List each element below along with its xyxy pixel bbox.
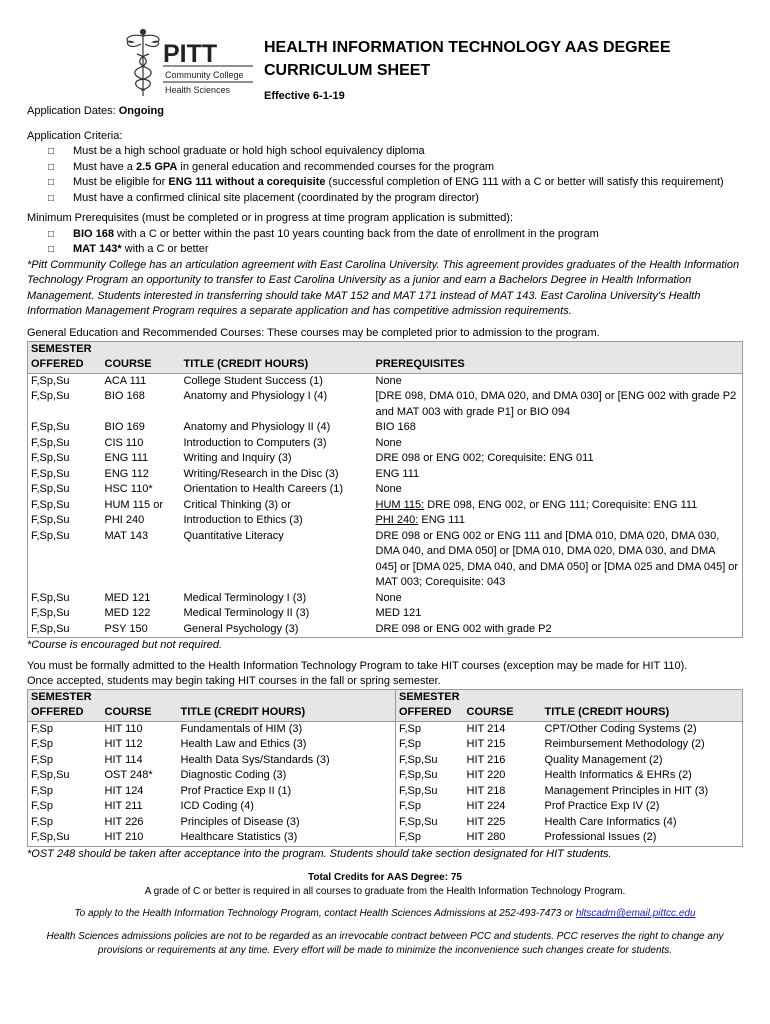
criteria-text: Must have a confirmed clinical site placement (coordinated by the program director)	[73, 191, 479, 204]
prereq-text: with a C or better within the past 10 years counting back from the date of enrollment in the program	[113, 227, 599, 240]
admissions-policy	[27, 930, 743, 958]
table-row: F,Sp,Su BIO 169 Anatomy and Physiology II (4) BIO 168	[31, 421, 416, 433]
table-row: F,Sp,Su HIT 210 Healthcare Statistics (3) F,Sp HIT 280 Professional Issues (2)	[28, 830, 743, 846]
col-header-title: TITLE (CREDIT HOURS)	[181, 341, 373, 373]
table-row: F,Sp,Su ENG 112 Writing/Research in the Disc (3) ENG 111	[31, 467, 420, 480]
list-item	[27, 191, 743, 207]
table-row: F,Sp HIT 124 Prof Practice Exp II (1) F,Sp,Su HIT 218 Management Principles in HIT (3)	[28, 784, 743, 800]
checkbox-icon: □	[48, 161, 55, 173]
table-row: F,Sp,Su MED 122 Medical Terminology II (3) MED 121	[31, 607, 422, 619]
criteria-list	[27, 144, 743, 206]
hit-intro	[27, 659, 743, 689]
criteria-bold: 2.5 GPA	[135, 160, 178, 173]
table-row: F,Sp HIT 114 Health Data Sys/Standards (3) F,Sp,Su HIT 216 Quality Management (2)	[28, 753, 743, 769]
application-dates-value: Ongoing	[118, 105, 164, 117]
logo-line1: Community College	[165, 70, 244, 80]
application-dates-label: Application Dates:	[27, 105, 119, 117]
table-row: F,Sp HIT 211 ICD Coding (4) F,Sp HIT 224 Prof Practice Exp IV (2)	[28, 799, 743, 815]
total-credits: Total Credits for AAS Degree: 75	[308, 872, 462, 883]
table-row: F,Sp,Su PSY 150 General Psychology (3) DRE 098 or ENG 002 with grade P2	[31, 622, 552, 635]
table-row: F,Sp HIT 110 Fundamentals of HIM (3) F,Sp HIT 214 CPT/Other Coding Systems (2)	[28, 721, 743, 737]
table-row: F,Sp,Su ENG 111 Writing and Inquiry (3) DRE 098 or ENG 002; Corequisite: ENG 011	[31, 452, 594, 464]
col-header-course: COURSE	[102, 341, 181, 373]
logo-line2: Health Sciences	[165, 85, 231, 95]
col-header-semester: SEMESTER OFFERED	[28, 689, 102, 721]
col-header-semester: SEMESTER OFFERED	[28, 341, 102, 373]
prereq-bold: MAT 143*	[73, 243, 122, 255]
table-row: F,Sp,Su MED 121 Medical Terminology I (3) None	[31, 591, 402, 604]
table-row: F,Sp HIT 226 Principles of Disease (3) F,Sp,Su HIT 225 Health Care Informatics (4)	[28, 815, 743, 831]
col-header-course: COURSE	[102, 689, 178, 721]
list-item	[27, 175, 743, 191]
criteria-text: Must have a	[73, 160, 136, 173]
table-row: F,Sp,Su CIS 110 Introduction to Computers (3) None	[31, 436, 402, 449]
list-item	[27, 144, 743, 160]
hit-note: *OST 248 should be taken after acceptance into the program. Students should take section designated for HIT students.	[27, 847, 612, 860]
col-header-title-2: TITLE (CREDIT HOURS)	[542, 689, 743, 721]
application-dates	[27, 104, 743, 120]
minimum-prerequisites	[27, 211, 743, 258]
page-title-line2: CURRICULUM SHEET	[264, 62, 431, 79]
ecu-agreement-note: *Pitt Community College has an articulation agreement with East Carolina University. This agreement provides graduates of the Health Information Technology Program an opportunity to transfer to East Carolina University as a junior and earn a Bachelors Degree in Health Information Management. Students interested in transferring should take MAT 152 and MAT 171 instead of MAT 143. East Carolina University's Health Information Management Program requires a separate application and has competitive admission requirements.	[27, 258, 740, 317]
criteria-text: (successful completion of ENG 111 with a C or better will satisfy this requirement)	[325, 176, 724, 188]
checkbox-icon: □	[48, 244, 55, 255]
criteria-text: Must be a high school graduate or hold high school equivalency diploma	[73, 145, 425, 157]
admissions-email-link[interactable]: hltscadm@email.pittcc.edu	[575, 908, 696, 919]
table-row: F,Sp,Su BIO 168 Anatomy and Physiology I (4) [DRE 098, DMA 010, DMA 020, and DMA 030] or [ENG 002 with grade P2 and MAT 003 with grade P1] or BIO 094	[31, 390, 737, 418]
caduceus-icon	[127, 30, 159, 97]
checkbox-icon: □	[48, 177, 55, 188]
col-header-title: TITLE (CREDIT HOURS)	[178, 689, 396, 721]
table-row: F,Sp,Su MAT 143 Quantitative Literacy DRE 098 or ENG 002 or ENG 111 and [DMA 010, DMA 020, DMA 030, DMA 040, and DMA 050] or [DMA 010, DMA 020, DMA 030, and DMA 045] or [DMA 025, DMA 040, and DMA 050] or [DMA 025 and DMA 045] or MAT 003; Corequisite: 043	[31, 529, 739, 588]
application-criteria	[27, 129, 743, 207]
effective-date: Effective 6-1-19	[264, 90, 345, 102]
list-item	[27, 242, 743, 258]
checkbox-icon: □	[48, 192, 55, 204]
col-header-semester-2: SEMESTER OFFERED	[396, 689, 464, 721]
prereq-bold: BIO 168	[73, 227, 114, 240]
policy-line2: provisions or requirements at any time. Every effort will be made to minimize the inconvenience such changes create for students.	[97, 945, 673, 956]
table-row: F,Sp,Su F,Sp,Su HUM 115 or PHI 240 Critical Thinking (3) or Introduction to Ethics (3) HUM 115: DRE 098, ENG 002, or ENG 111; Corequisite: ENG 111 PHI 240: ENG 111	[31, 498, 698, 526]
table-row: F,Sp,Su HSC 110* Orientation to Health Careers (1) None	[31, 483, 402, 495]
gen-ed-rows	[28, 373, 743, 638]
contact-text: To apply to the Health Information Technology Program, contact Health Sciences Admissions at 252-493-7473 or	[74, 908, 576, 919]
criteria-text: Must be eligible for	[73, 176, 169, 188]
page-title-line1: HEALTH INFORMATION TECHNOLOGY AAS DEGREE	[264, 39, 671, 56]
contact-info	[27, 908, 743, 919]
hit-rows	[28, 721, 743, 846]
gen-ed-table	[27, 341, 743, 639]
table-row: F,Sp HIT 112 Health Law and Ethics (3) F,Sp HIT 215 Reimbursement Methodology (2)	[28, 737, 743, 753]
prereq-text: with a C or better	[121, 243, 209, 255]
grade-requirement: A grade of C or better is required in all courses to graduate from the Health Information Technology Program.	[144, 886, 626, 897]
list-item	[27, 160, 743, 176]
list-item	[27, 227, 743, 243]
hit-intro-line2: Once accepted, students may begin taking HIT courses in the fall or spring semester.	[27, 674, 441, 687]
hit-intro-line1: You must be formally admitted to the Health Information Technology Program to take HIT courses (exception may be made for HIT 110).	[27, 659, 688, 672]
policy-line1: Health Sciences admissions policies are not to be regarded as an irrevocable contract between PCC and students. PCC reserves the right to change any	[46, 931, 724, 942]
criteria-heading: Application Criteria:	[27, 129, 123, 142]
hit-table	[27, 689, 743, 847]
checkbox-icon: □	[48, 146, 55, 157]
checkbox-icon: □	[48, 228, 55, 240]
criteria-bold: ENG 111 without a corequisite	[168, 176, 326, 188]
min-prereq-heading: Minimum Prerequisites (must be completed or in progress at time program application is submitted):	[27, 212, 514, 224]
title-block	[264, 36, 671, 102]
min-prereq-list	[27, 227, 743, 258]
col-header-course-2: COURSE	[464, 689, 542, 721]
header	[27, 0, 743, 104]
gen-ed-note: *Course is encouraged but not required.	[27, 639, 223, 651]
pitt-health-sciences-logo	[119, 26, 255, 98]
logo-brand: PITT	[163, 40, 218, 68]
criteria-text: in general education and recommended courses for the program	[177, 160, 495, 173]
table-row: F,Sp,Su ACA 111 College Student Success (1) None	[31, 374, 402, 387]
table-row: F,Sp,Su OST 248* Diagnostic Coding (3) F,Sp,Su HIT 220 Health Informatics & EHRs (2)	[28, 768, 743, 784]
col-header-prereq: PREREQUISITES	[373, 341, 743, 373]
gen-ed-intro: General Education and Recommended Courses: These courses may be completed prior to admission to the program.	[27, 326, 600, 339]
